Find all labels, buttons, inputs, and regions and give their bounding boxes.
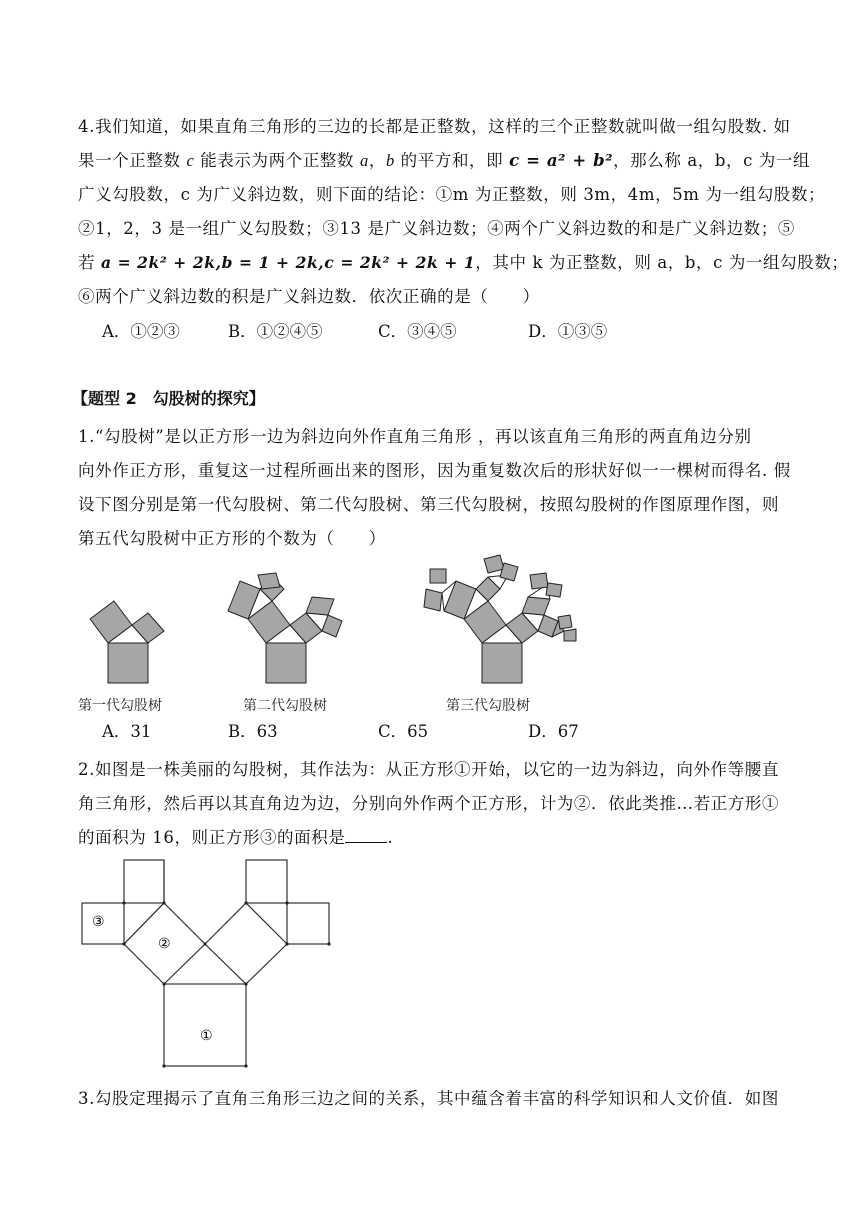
q4-text: 果一个正整数 — [78, 151, 187, 170]
tree-generation-3 — [424, 555, 576, 683]
label-square-3: ③ — [92, 914, 105, 930]
q2-line-2: 角三角形，然后再以其直角边为边，分别向外作两个正方形，计为②．依此类推…若正方形① — [78, 794, 780, 813]
label-square-2: ② — [158, 936, 171, 952]
choice-b[interactable]: B．63 — [228, 722, 278, 741]
caption-tree-2: 第二代勾股树 — [243, 698, 327, 714]
q4-line-1: 4.我们知道，如果直角三角形的三边的长都是正整数，这样的三个正整数就叫做一组勾股数. 如 — [78, 117, 791, 136]
var-c: c — [186, 151, 195, 170]
formula-abc: a = 2k² + 2k,b = 1 + 2k,c = 2k² + 2k + 1 — [100, 253, 476, 272]
answer-blank[interactable] — [345, 828, 387, 843]
caption-tree-1: 第一代勾股树 — [78, 698, 162, 714]
section-heading: 【题型 2 勾股树的探究】 — [72, 389, 265, 408]
q4-sep: ， — [368, 151, 386, 170]
q1-line-4: 第五代勾股树中正方形的个数为（ ） — [78, 529, 386, 548]
choice-c[interactable]: C．③④⑤ — [378, 322, 457, 341]
q4-line-3: 广义勾股数，c 为广义斜边数，则下面的结论：①m 为正整数，则 3m，4m，5m 为一组勾股数； — [78, 185, 826, 204]
tree-generation-2 — [228, 573, 342, 683]
q4-line-6: ⑥两个广义斜边数的积是广义斜边数．依次正确的是（ ） — [78, 287, 540, 306]
q4-text: 的平方和，即 — [394, 151, 510, 170]
q4-line-4: ②1，2，3 是一组广义勾股数；③13 是广义斜边数；④两个广义斜边数的和是广义斜边数；⑤ — [78, 219, 795, 238]
q4-line-5 — [78, 249, 849, 273]
q1-line-2: 向外作正方形，重复这一过程所画出来的图形，因为重复数次后的形状好似一一棵树而得名. 假 — [78, 461, 791, 480]
q1-line-1: 1.“勾股树”是以正方形一边为斜边向外作直角三角形 ，再以该直角三角形的两直角边分别 — [78, 427, 752, 446]
choice-d[interactable]: D．67 — [528, 722, 579, 741]
q1-line-3: 设下图分别是第一代勾股树、第二代勾股树、第三代勾股树，按照勾股树的作图原理作图，则 — [78, 495, 780, 514]
caption-tree-3: 第三代勾股树 — [446, 698, 530, 714]
choice-a[interactable]: A．①②③ — [102, 322, 180, 341]
q2-line-3 — [78, 824, 393, 848]
pythagoras-trees-figure — [70, 545, 610, 695]
var-b: b — [385, 151, 395, 170]
q2-text: . — [387, 828, 394, 847]
q3-line-1: 3.勾股定理揭示了直角三角形三边之间的关系，其中蕴含着丰富的科学知识和人文价值．如图 — [78, 1089, 779, 1108]
choice-d[interactable]: D．①③⑤ — [528, 322, 608, 341]
q4-text: ，其中 k 为正整数，则 a，b，c 为一组勾股数； — [475, 253, 849, 272]
choice-b[interactable]: B．①②④⑤ — [228, 322, 323, 341]
q2-text: 的面积为 16，则正方形③的面积是 — [78, 828, 346, 847]
q4-line-2 — [78, 147, 810, 171]
q4-text: 能表示为两个正整数 — [194, 151, 360, 170]
choice-c[interactable]: C．65 — [378, 722, 429, 741]
choice-a[interactable]: A．31 — [102, 722, 152, 741]
tree-generation-1 — [90, 601, 164, 683]
var-a: a — [359, 151, 369, 170]
label-square-1: ① — [200, 1028, 213, 1044]
square-tree-figure — [76, 856, 340, 1072]
formula-c-squared: c = a² + b² — [509, 151, 614, 170]
q4-text: 若 — [78, 253, 101, 272]
q4-text: ，那么称 a，b，c 为一组 — [613, 151, 811, 170]
q2-line-1: 2.如图是一株美丽的勾股树，其作法为：从正方形①开始，以它的一边为斜边，向外作等腰直 — [78, 760, 779, 779]
